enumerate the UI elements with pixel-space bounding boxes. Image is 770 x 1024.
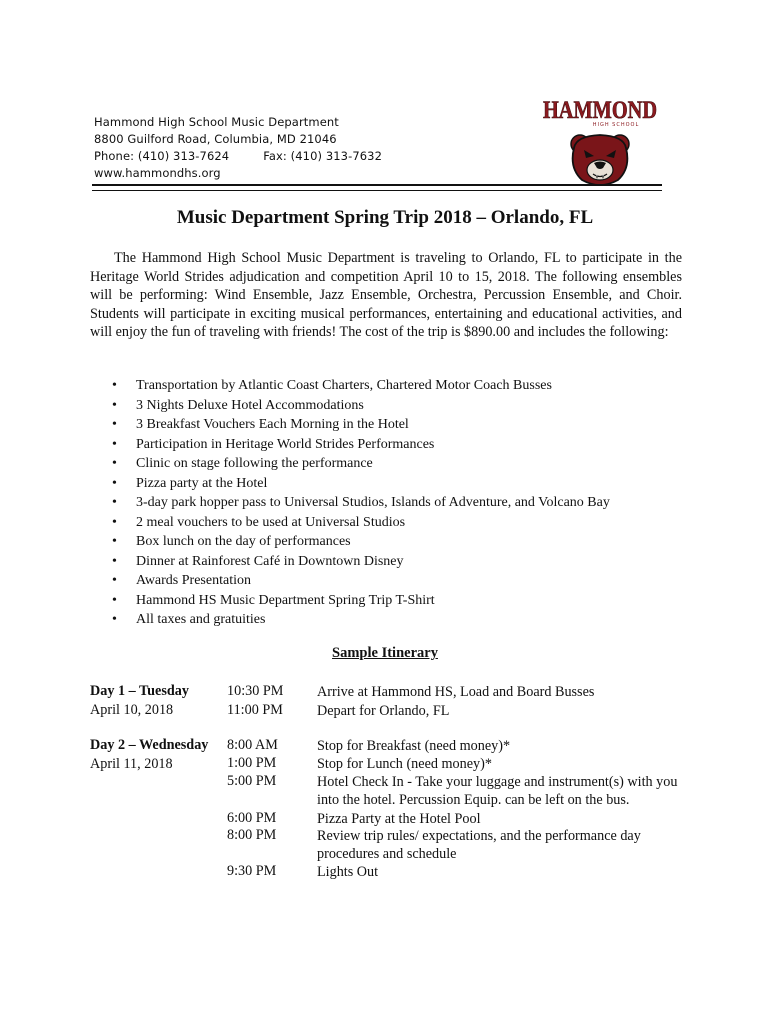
list-item-text: Box lunch on the day of performances [136, 534, 351, 549]
bullet-icon: • [112, 495, 117, 510]
bullet-icon: • [112, 612, 117, 627]
includes-list [0, 376, 610, 630]
bullet-icon: • [112, 417, 117, 432]
list-item-text: Participation in Heritage World Strides Performances [136, 436, 435, 452]
bullet-icon: • [112, 475, 117, 491]
event-description: Lights Out [317, 864, 379, 880]
day-label: Day 1 – Tuesday [90, 683, 189, 699]
day-label: Day 2 – Wednesday [90, 737, 209, 753]
event-description: Depart for Orlando, FL [317, 703, 450, 719]
list-item-text: 3 Breakfast Vouchers Each Morning in the Hotel [136, 417, 409, 432]
header-rule-thick [92, 184, 662, 186]
header-rule-thin [92, 190, 662, 191]
bullet-icon: • [112, 573, 117, 588]
list-item-text: Clinic on stage following the performance [136, 456, 373, 471]
event-description: Stop for Breakfast (need money)* [317, 738, 511, 754]
logo-wordmark: HAMMOND [543, 97, 657, 124]
hammond-bear-logo [540, 90, 660, 190]
day-date: April 11, 2018 [90, 756, 173, 772]
list-item [0, 532, 610, 552]
event-description: Hotel Check In - Take your luggage and instrument(s) with you into the hotel. Percussion Equip. can be left on the bus. [317, 774, 678, 808]
bullet-icon: • [112, 553, 117, 569]
event-description: Review trip rules/ expectations, and the performance day procedures and schedule [317, 828, 641, 862]
list-item [0, 513, 610, 533]
list-item-text: All taxes and gratuities [136, 612, 266, 627]
list-item [0, 415, 610, 435]
itinerary-heading: Sample Itinerary [332, 645, 438, 661]
event-description: Stop for Lunch (need money)* [317, 756, 492, 772]
contact-line [94, 148, 382, 165]
event-time: 9:30 PM [227, 863, 277, 879]
website: www.hammondhs.org [94, 166, 221, 180]
event-time: 5:00 PM [227, 773, 277, 789]
event-time: 8:00 AM [227, 737, 278, 753]
list-item [0, 474, 610, 494]
list-item [0, 591, 610, 611]
intro-paragraph: The Hammond High School Music Department is traveling to Orlando, FL to participate in the Heritage World Strides adjudication and competition April 10 to 15, 2018. The following ensembles will be performing: Wind Ensemble, Jazz Ensemble, Orchestra, Percussion Ensemble, and Choir. Students will participate in exciting musical performances, entertaining and educational activities, and will enjoy the fun of traveling with friends! The cost of the trip is $890.00 and includes the following: [90, 250, 682, 341]
list-item [0, 454, 610, 474]
list-item-text: Transportation by Atlantic Coast Charters, Chartered Motor Coach Busses [136, 378, 552, 393]
event-time: 1:00 PM [227, 755, 277, 771]
list-item-text: Awards Presentation [136, 573, 251, 588]
address: 8800 Guilford Road, Columbia, MD 21046 [94, 132, 337, 146]
phone: Phone: (410) 313-7624 [94, 149, 230, 163]
bullet-icon: • [112, 378, 117, 393]
list-item [0, 610, 610, 630]
bear-icon [571, 135, 629, 185]
list-item [0, 571, 610, 591]
bullet-icon: • [112, 534, 117, 549]
list-item-text: Hammond HS Music Department Spring Trip T-Shirt [136, 592, 435, 608]
list-item-text: 2 meal vouchers to be used at Universal Studios [136, 514, 406, 530]
event-time: 11:00 PM [227, 702, 283, 718]
list-item [0, 552, 610, 572]
list-item-text: Dinner at Rainforest Café in Downtown Disney [136, 553, 404, 569]
letterhead [94, 114, 382, 182]
list-item [0, 376, 610, 396]
event-description: Pizza Party at the Hotel Pool [317, 811, 481, 827]
department-name: Hammond High School Music Department [94, 115, 339, 129]
event-description: Arrive at Hammond HS, Load and Board Busses [317, 684, 595, 700]
list-item-text: Pizza party at the Hotel [136, 475, 268, 491]
list-item-text: 3-day park hopper pass to Universal Studios, Islands of Adventure, and Volcano Bay [136, 495, 610, 510]
bullet-icon: • [112, 456, 117, 471]
bullet-icon: • [112, 397, 117, 413]
bullet-icon: • [112, 514, 117, 530]
list-item [0, 435, 610, 455]
event-time: 8:00 PM [227, 827, 277, 843]
list-item [0, 396, 610, 416]
fax: Fax: (410) 313-7632 [263, 149, 382, 163]
list-item-text: 3 Nights Deluxe Hotel Accommodations [136, 397, 364, 413]
document-title: Music Department Spring Trip 2018 – Orlando, FL [176, 207, 594, 228]
bullet-icon: • [112, 592, 117, 608]
event-time: 6:00 PM [227, 810, 277, 826]
event-time: 10:30 PM [227, 683, 284, 699]
list-item [0, 493, 610, 513]
logo-subtitle: HIGH SCHOOL [592, 122, 640, 128]
day-date: April 10, 2018 [90, 702, 174, 718]
bullet-icon: • [112, 436, 117, 452]
